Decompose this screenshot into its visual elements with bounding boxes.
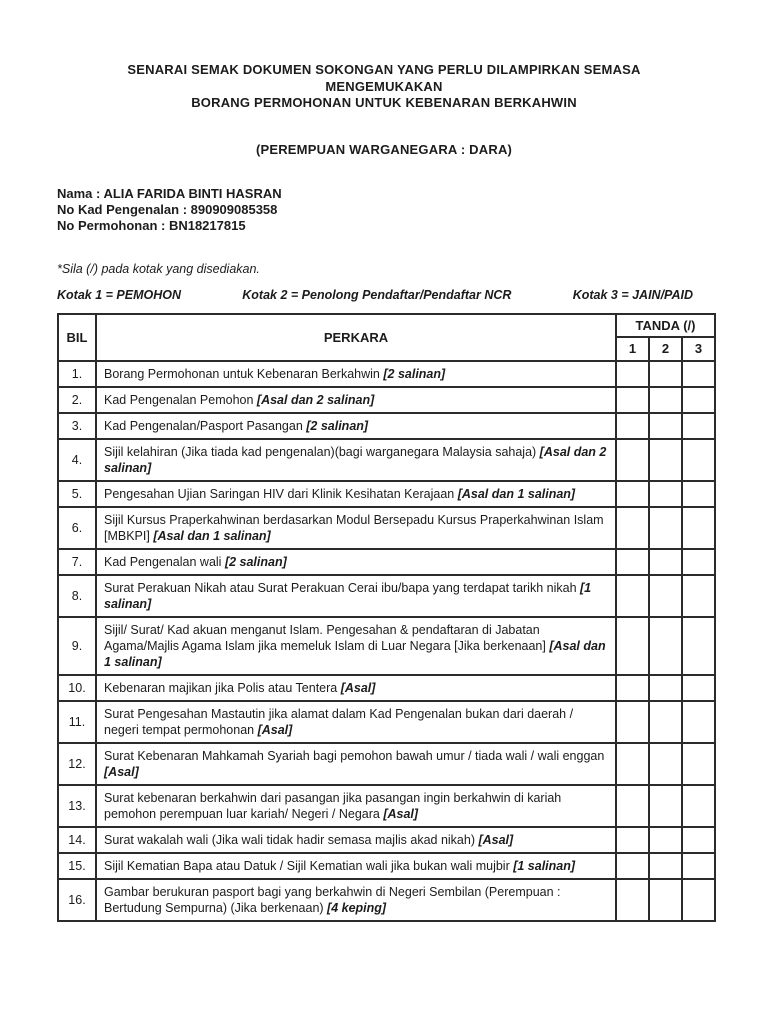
check-cell-1 [616, 481, 649, 507]
row-item-text [96, 575, 616, 617]
row-emphasis: [4 keping] [327, 900, 387, 915]
check-cell-1 [616, 827, 649, 853]
table-row [58, 827, 715, 853]
row-item-text [96, 549, 616, 575]
check-cell-1 [616, 575, 649, 617]
check-cell-3 [682, 879, 715, 921]
row-number: 11. [58, 701, 96, 743]
row-emphasis: [Asal dan 1 salinan] [104, 638, 606, 669]
row-number: 13. [58, 785, 96, 827]
check-cell-3 [682, 575, 715, 617]
check-cell-2 [649, 481, 682, 507]
row-number: 6. [58, 507, 96, 549]
header-row-top [58, 314, 715, 337]
check-cell-3 [682, 439, 715, 481]
row-number: 12. [58, 743, 96, 785]
header-tanda: TANDA (/) [616, 314, 715, 337]
row-text: Surat Pengesahan Mastautin jika alamat dalam Kad Pengenalan bukan dari daerah / negeri tempat permohonan [104, 706, 574, 737]
row-emphasis: [Asal] [340, 680, 376, 695]
row-text: Kad Pengenalan wali [104, 554, 225, 569]
row-number: 1. [58, 361, 96, 387]
check-cell-2 [649, 743, 682, 785]
table-row [58, 617, 715, 675]
row-item-text [96, 361, 616, 387]
check-cell-1 [616, 853, 649, 879]
check-cell-2 [649, 701, 682, 743]
check-cell-3 [682, 853, 715, 879]
check-cell-2 [649, 507, 682, 549]
row-number: 3. [58, 413, 96, 439]
row-item-text [96, 701, 616, 743]
check-cell-3 [682, 507, 715, 549]
row-number: 2. [58, 387, 96, 413]
check-cell-2 [649, 361, 682, 387]
check-cell-2 [649, 575, 682, 617]
check-cell-1 [616, 743, 649, 785]
box-legend [57, 288, 693, 302]
table-row [58, 413, 715, 439]
row-emphasis: [Asal dan 2 salinan] [104, 444, 607, 475]
row-text: Surat Perakuan Nikah atau Surat Perakuan Cerai ibu/bapa yang terdapat tarikh nikah [104, 580, 580, 595]
row-text: Surat Kebenaran Mahkamah Syariah bagi pemohon bawah umur / tiada wali / wali enggan [104, 748, 605, 763]
legend-box-3: Kotak 3 = JAIN/PAID [572, 287, 693, 302]
row-number: 16. [58, 879, 96, 921]
check-cell-3 [682, 785, 715, 827]
table-row [58, 701, 715, 743]
row-emphasis: [1 salinan] [104, 580, 592, 611]
row-number: 15. [58, 853, 96, 879]
applicant-info [57, 186, 768, 234]
row-text: Kebenaran majikan jika Polis atau Tentera [104, 680, 341, 695]
header-perkara: PERKARA [96, 314, 616, 361]
row-number: 10. [58, 675, 96, 701]
row-text: Pengesahan Ujian Saringan HIV dari Klinik Kesihatan Kerajaan [104, 486, 458, 501]
header-tanda-col-2: 2 [649, 337, 682, 361]
check-cell-1 [616, 361, 649, 387]
table-row [58, 481, 715, 507]
checklist-body [58, 361, 715, 921]
row-emphasis: [2 salinan] [224, 554, 287, 569]
legend-box-1: Kotak 1 = PEMOHON [57, 287, 181, 302]
row-item-text [96, 507, 616, 549]
applicant-ic-number: No Kad Pengenalan : 890909085358 [57, 201, 278, 217]
check-cell-1 [616, 439, 649, 481]
row-item-text [96, 743, 616, 785]
row-item-text [96, 387, 616, 413]
title-line-3: BORANG PERMOHONAN UNTUK KEBENARAN BERKAHWIN [191, 95, 577, 110]
row-text: Sijil/ Surat/ Kad akuan menganut Islam. Pengesahan & pendaftaran di Jabatan Agama/Majlis Agama Islam jika memeluk Islam di Luar Negara [Jika berkenaan] [104, 622, 550, 653]
check-cell-1 [616, 413, 649, 439]
check-cell-3 [682, 361, 715, 387]
row-text: Sijil Kursus Praperkahwinan berdasarkan Modul Bersepadu Kursus Praperkahwinan Islam [MBKPI] [104, 512, 604, 543]
check-cell-2 [649, 439, 682, 481]
applicant-name: Nama : ALIA FARIDA BINTI HASRAN [57, 185, 282, 201]
table-row [58, 549, 715, 575]
check-cell-3 [682, 701, 715, 743]
table-row [58, 853, 715, 879]
check-cell-3 [682, 387, 715, 413]
table-row [58, 675, 715, 701]
check-cell-1 [616, 549, 649, 575]
row-item-text [96, 853, 616, 879]
check-cell-3 [682, 617, 715, 675]
check-cell-2 [649, 413, 682, 439]
check-cell-3 [682, 743, 715, 785]
row-text: Gambar berukuran pasport bagi yang berkahwin di Negeri Sembilan (Perempuan : Bertudung Sempurna) (Jika berkenaan) [104, 884, 561, 915]
table-row [58, 879, 715, 921]
check-cell-2 [649, 387, 682, 413]
row-number: 9. [58, 617, 96, 675]
row-item-text [96, 785, 616, 827]
table-row [58, 387, 715, 413]
check-cell-1 [616, 785, 649, 827]
row-number: 8. [58, 575, 96, 617]
row-item-text [96, 617, 616, 675]
table-row [58, 785, 715, 827]
row-emphasis: [1 salinan] [513, 858, 576, 873]
table-row [58, 439, 715, 481]
row-emphasis: [Asal] [104, 764, 139, 779]
row-number: 5. [58, 481, 96, 507]
row-emphasis: [Asal] [478, 832, 514, 847]
checklist-table [57, 313, 716, 922]
row-number: 7. [58, 549, 96, 575]
check-cell-3 [682, 827, 715, 853]
table-row [58, 743, 715, 785]
row-item-text [96, 413, 616, 439]
row-number: 14. [58, 827, 96, 853]
row-emphasis: [Asal] [383, 806, 419, 821]
row-emphasis: [Asal dan 1 salinan] [153, 528, 271, 543]
row-emphasis: [2 salinan] [306, 418, 369, 433]
header-tanda-col-3: 3 [682, 337, 715, 361]
table-row [58, 361, 715, 387]
table-header [58, 314, 715, 361]
title-line-2: MENGEMUKAKAN [325, 78, 443, 94]
row-number: 4. [58, 439, 96, 481]
row-item-text [96, 481, 616, 507]
row-text: Kad Pengenalan/Pasport Pasangan [104, 418, 307, 433]
header-tanda-col-1: 1 [616, 337, 649, 361]
check-cell-3 [682, 549, 715, 575]
header-bil: BIL [58, 314, 96, 361]
check-cell-2 [649, 675, 682, 701]
row-emphasis: [2 salinan] [383, 366, 446, 381]
title-line-1: SENARAI SEMAK DOKUMEN SOKONGAN YANG PERLU DILAMPIRKAN SEMASA [127, 62, 641, 77]
legend-box-2: Kotak 2 = Penolong Pendaftar/Pendaftar NCR [242, 287, 512, 302]
page-subtitle: (PEREMPUAN WARGANEGARA : DARA) [255, 141, 513, 157]
page-title [0, 62, 768, 112]
row-item-text [96, 439, 616, 481]
check-cell-3 [682, 675, 715, 701]
row-text: Surat wakalah wali (Jika wali tidak hadir semasa majlis akad nikah) [104, 832, 479, 847]
row-text: Kad Pengenalan Pemohon [104, 392, 257, 407]
row-item-text [96, 827, 616, 853]
applicant-application-number: No Permohonan : BN18217815 [57, 217, 246, 233]
row-emphasis: [Asal] [257, 722, 293, 737]
check-cell-2 [649, 827, 682, 853]
check-cell-1 [616, 507, 649, 549]
check-cell-2 [649, 879, 682, 921]
row-text: Borang Permohonan untuk Kebenaran Berkahwin [104, 366, 384, 381]
check-cell-1 [616, 617, 649, 675]
table-row [58, 575, 715, 617]
check-cell-2 [649, 853, 682, 879]
row-text: Surat kebenaran berkahwin dari pasangan jika pasangan ingin berkahwin di kariah pemohon perempuan luar kariah/ Negeri / Negara [104, 790, 562, 821]
check-cell-2 [649, 617, 682, 675]
check-cell-3 [682, 413, 715, 439]
check-cell-1 [616, 387, 649, 413]
check-cell-2 [649, 549, 682, 575]
instruction-note: *Sila (/) pada kotak yang disediakan. [57, 261, 260, 276]
row-emphasis: [Asal dan 2 salinan] [256, 392, 375, 407]
check-cell-3 [682, 481, 715, 507]
table-row [58, 507, 715, 549]
row-emphasis: [Asal dan 1 salinan] [457, 486, 576, 501]
check-cell-1 [616, 675, 649, 701]
row-text: Sijil kelahiran (Jika tiada kad pengenalan)(bagi warganegara Malaysia sahaja) [104, 444, 540, 459]
row-text: Sijil Kematian Bapa atau Datuk / Sijil Kematian wali jika bukan wali mujbir [104, 858, 514, 873]
check-cell-2 [649, 785, 682, 827]
row-item-text [96, 879, 616, 921]
row-item-text [96, 675, 616, 701]
check-cell-1 [616, 879, 649, 921]
check-cell-1 [616, 701, 649, 743]
